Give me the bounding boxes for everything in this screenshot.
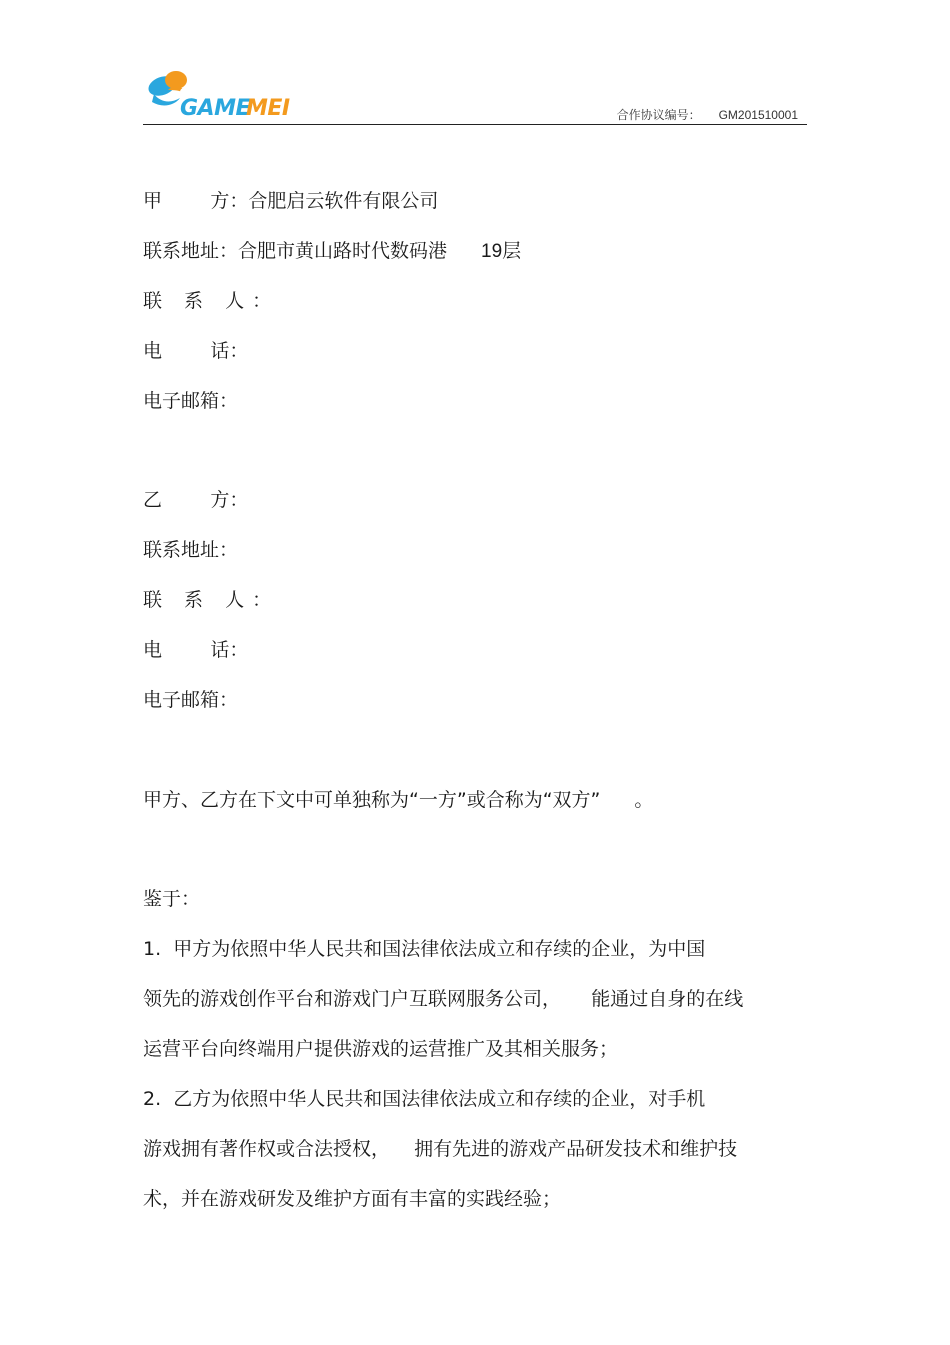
party-a-email-line xyxy=(143,389,238,413)
party-b-contact-label: 联 系 人： xyxy=(143,589,280,611)
party-a-address: 合肥市黄山路时代数码港 xyxy=(238,240,448,262)
party-b-contact-line xyxy=(143,588,279,612)
recital-1-line-3: 运营平台向终端用户提供游戏的运营推广及其相关服务； xyxy=(143,1038,619,1060)
agreement-number-label: 合作协议编号： xyxy=(616,108,701,122)
recital-2-line-1: 2. 乙方为依照中华人民共和国法律依法成立和存续的企业，对手机 xyxy=(143,1088,706,1110)
party-a-contact-label: 联 系 人： xyxy=(143,290,280,312)
party-b-address-line xyxy=(143,538,238,562)
party-a-email-label: 电子邮箱： xyxy=(143,390,239,412)
party-b-phone-line xyxy=(143,638,248,662)
svg-text:GAME: GAME xyxy=(180,96,251,121)
agreement-number xyxy=(617,106,798,123)
naming-clause-end: 。 xyxy=(634,789,654,811)
party-b-phone-label: 电 话： xyxy=(143,639,249,661)
party-b-email-label: 电子邮箱： xyxy=(143,689,239,711)
header-divider xyxy=(143,124,807,125)
recitals-heading: 鉴于： xyxy=(143,888,201,910)
party-a-name: 合肥启云软件有限公司 xyxy=(248,190,439,212)
party-a-address-line xyxy=(143,239,521,264)
party-a-address-floor: 19层 xyxy=(481,241,522,262)
party-a-address-label: 联系地址： xyxy=(143,240,239,262)
party-b-label: 乙 方： xyxy=(143,489,249,511)
recital-2-line-3: 术，并在游戏研发及维护方面有丰富的实践经验； xyxy=(143,1188,562,1210)
party-b-name-line xyxy=(143,488,248,512)
agreement-number-value: GM201510001 xyxy=(718,108,798,122)
naming-clause xyxy=(143,788,653,812)
party-b-address-label: 联系地址： xyxy=(143,539,239,561)
party-a-label: 甲 方： xyxy=(143,190,249,212)
party-a-phone-label: 电 话： xyxy=(143,340,249,362)
naming-clause-text: 甲方、乙方在下文中可单独称为“一方”或合称为“双方” xyxy=(143,789,601,811)
party-a-phone-line xyxy=(143,339,248,363)
party-a-name-line xyxy=(143,189,438,213)
party-a-contact-line xyxy=(143,289,279,313)
recital-1-line-2: 领先的游戏创作平台和游戏门户互联网服务公司， 能通过自身的在线 xyxy=(143,988,744,1010)
recital-1-line-1: 1. 甲方为依照中华人民共和国法律依法成立和存续的企业，为中国 xyxy=(143,938,706,960)
gamemei-logo xyxy=(140,68,310,124)
party-b-email-line xyxy=(143,688,238,712)
svg-text:MEI: MEI xyxy=(246,96,290,121)
recital-2-line-2: 游戏拥有著作权或合法授权， 拥有先进的游戏产品研发技术和维护技 xyxy=(143,1138,738,1160)
